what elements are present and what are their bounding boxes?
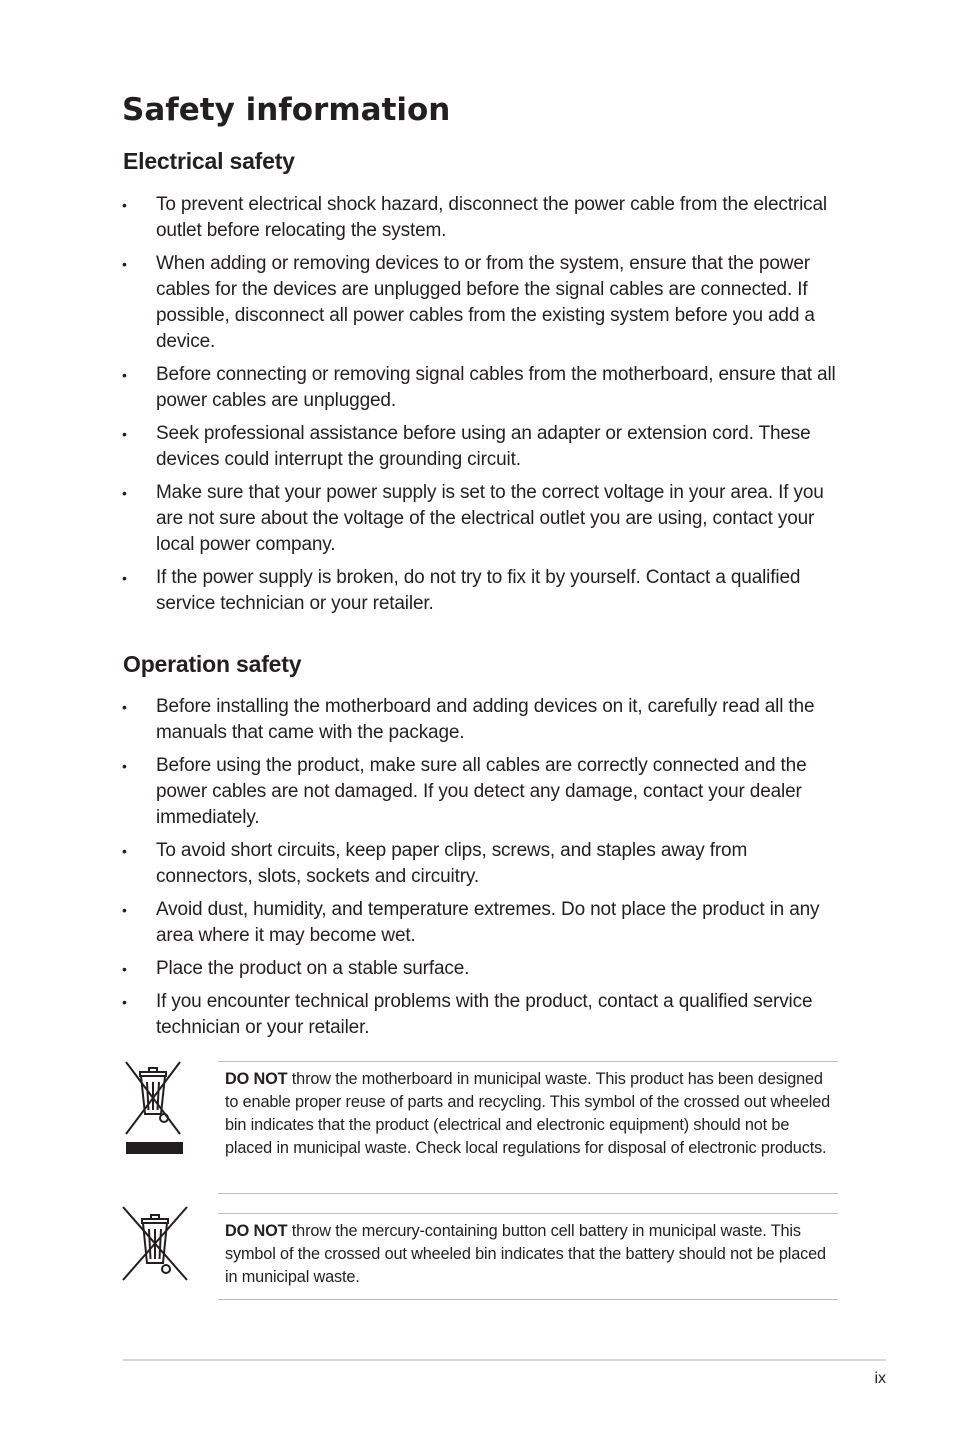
bullet-icon: • bbox=[122, 758, 127, 774]
battery-disposal-note bbox=[218, 1213, 838, 1300]
list-item: • Place the product on a stable surface. bbox=[122, 956, 842, 982]
list-item: • Seek professional assistance before using an adapter or extension cord. These devices could interrupt the grounding circuit. bbox=[122, 423, 811, 470]
bullet-icon: • bbox=[122, 843, 127, 859]
operation-safety-list bbox=[122, 694, 842, 1048]
footer-divider bbox=[123, 1359, 886, 1361]
list-item: • Before using the product, make sure all cables are correctly connected and the power cables are not damaged. If you detect any damage, contact your dealer immediately. bbox=[122, 755, 807, 828]
list-item: • Avoid dust, humidity, and temperature extremes. Do not place the product in any area where it may become wet. bbox=[122, 899, 820, 946]
list-item: • Before installing the motherboard and adding devices on it, carefully read all the manuals that came with the package. bbox=[122, 696, 815, 743]
list-item: • To prevent electrical shock hazard, disconnect the power cable from the electrical outlet before relocating the system. bbox=[122, 194, 827, 241]
bullet-icon: • bbox=[122, 902, 127, 918]
list-item: • Before connecting or removing signal cables from the motherboard, ensure that all power cables are unplugged. bbox=[122, 364, 836, 411]
bullet-icon: • bbox=[122, 994, 127, 1010]
page-title: Safety information bbox=[122, 92, 451, 128]
electrical-safety-list bbox=[122, 192, 842, 624]
note-text: throw the motherboard in municipal waste. This product has been designed to enable proper reuse of parts and recycling. This symbol of the crossed out wheeled bin indicates that the product (electrical and electronic equipment) should not be placed in municipal waste. Check local regulations for disposal of electronic products. bbox=[225, 1070, 831, 1157]
bullet-icon: • bbox=[122, 256, 127, 272]
bullet-icon: • bbox=[122, 961, 127, 977]
note-emphasis: DO NOT bbox=[225, 1222, 288, 1240]
crossed-out-battery-bin-icon bbox=[120, 1205, 190, 1283]
bullet-icon: • bbox=[122, 367, 127, 383]
bullet-icon: • bbox=[122, 570, 127, 586]
electrical-safety-heading: Electrical safety bbox=[123, 148, 295, 174]
bullet-icon: • bbox=[122, 485, 127, 501]
list-item: • Make sure that your power supply is set to the correct voltage in your area. If you are not sure about the voltage of the electrical outlet you are using, contact your local power company. bbox=[122, 482, 824, 555]
list-item: • To avoid short circuits, keep paper clips, screws, and staples away from connectors, slots, sockets and circuitry. bbox=[122, 840, 748, 887]
bullet-icon: • bbox=[122, 426, 127, 442]
crossed-out-wheeled-bin-icon bbox=[120, 1058, 186, 1158]
note-text: throw the mercury-containing button cell battery in municipal waste. This symbol of the crossed out wheeled bin indicates that the battery should not be placed in municipal waste. bbox=[225, 1222, 826, 1286]
list-item: • If the power supply is broken, do not try to fix it by yourself. Contact a qualified service technician or your retailer. bbox=[122, 567, 801, 614]
page-number: ix bbox=[874, 1370, 886, 1387]
operation-safety-heading: Operation safety bbox=[123, 651, 302, 677]
list-item: • When adding or removing devices to or from the system, ensure that the power cables for the devices are unplugged before the signal cables are connected. If possible, disconnect all power cables from the existing system before you add a device. bbox=[122, 253, 815, 352]
weee-disposal-note bbox=[218, 1061, 838, 1194]
note-emphasis: DO NOT bbox=[225, 1070, 288, 1088]
bullet-icon: • bbox=[122, 699, 127, 715]
bullet-icon: • bbox=[122, 197, 127, 213]
list-item: • If you encounter technical problems with the product, contact a qualified service technician or your retailer. bbox=[122, 991, 813, 1038]
